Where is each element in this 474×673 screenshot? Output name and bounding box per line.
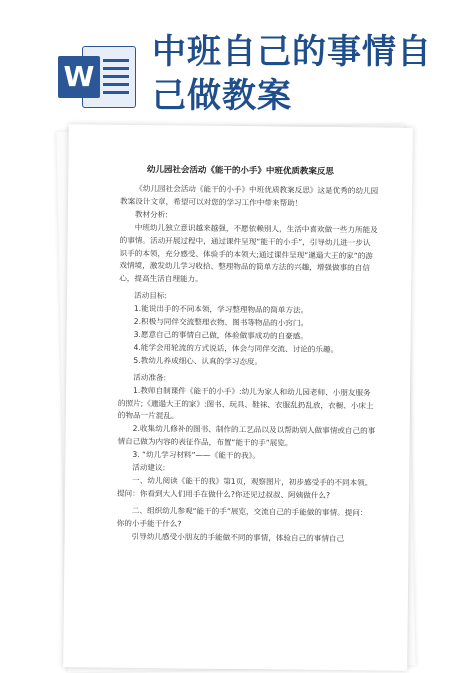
page-title: 中班自己的事情自己做教案 [152,32,432,116]
paragraph: 活动建议: [132,462,166,473]
paragraph: 1.教师自制课件《能干的小手》:幼儿为家人和幼儿园老师、小朋友服务的照片;《邋遢大王的家》:图书、玩具、鞋袜、衣服乱扔乱放，衣橱、小床上的物品一片混乱。 [117,385,374,421]
paragraph: 2.积极与同伴交流整理衣物、图书等物品的小窍门。 [133,316,309,328]
paragraph: 中班幼儿独立意识越来越强，不愿依赖别人，生活中喜欢做一些力所能及的事情。活动开展过程中，通过课件呈现“能干的小手”，引导幼儿进一步认识手的本领，充分感受、体验手的本领大;通过课件呈现“邋遢大王的家”的游戏情境，激发幼儿学习收拾、整理物品的简单方法的兴趣，增强做事的自信心，提高生活自理能力。 [119,222,378,284]
word-doc-icon [58,46,140,108]
word-letter-badge: W [58,56,100,98]
paragraph: 二、组织幼儿参观“能干的手”展览，交流自己的手能做的事情。提问：你的小手能干什么? [116,505,368,529]
paragraph: 活动目标: [134,291,168,301]
paragraph: 5.教幼儿养成细心、认真的学习态度。 [133,355,263,367]
paragraph: 4.能学会用轮流的方式说话，体会与同伴交流、讨论的乐趣。 [133,342,339,354]
header [0,0,474,130]
paragraph: 3.愿意自己的事情自己做，体验做事成功的自豪感。 [133,329,309,341]
paragraph: 《幼儿园社会活动《能干的小手》中班优质教案反思》这是优秀的幼儿园教案设计文章，希望可以对您的学习工作中带来帮助！ [120,183,379,208]
paragraph: 1.能说出手的不同本领，学习整理物品的简单方法。 [133,304,309,315]
document-page [63,124,413,671]
paragraph: 教材分析: [134,209,168,220]
paragraph: 2.收集幼儿修补的图书、制作的工艺品以及以帮助别人做事情或自己的事情自己做为内容的表征作品，布置“能干的手”展览。 [117,424,376,448]
paragraph: 一、幼儿阅读《能干的我》第1页，观察图片，初步感受手的不同本领。提问：你看到大人们用手在做什么?你还见过叔叔、阿姨做什么? [116,475,373,500]
document-title: 幼儿园社会活动《能干的小手》中班优质教案反思 [146,165,334,177]
paragraph: 活动准备: [133,372,167,382]
paragraph: 引导幼儿感受小朋友的手能做不同的事情，体验自己的事情自己 [131,531,345,543]
document-body [116,183,378,546]
paragraph: 3. “幼儿学习材料”——《能干的我》。 [132,450,261,461]
